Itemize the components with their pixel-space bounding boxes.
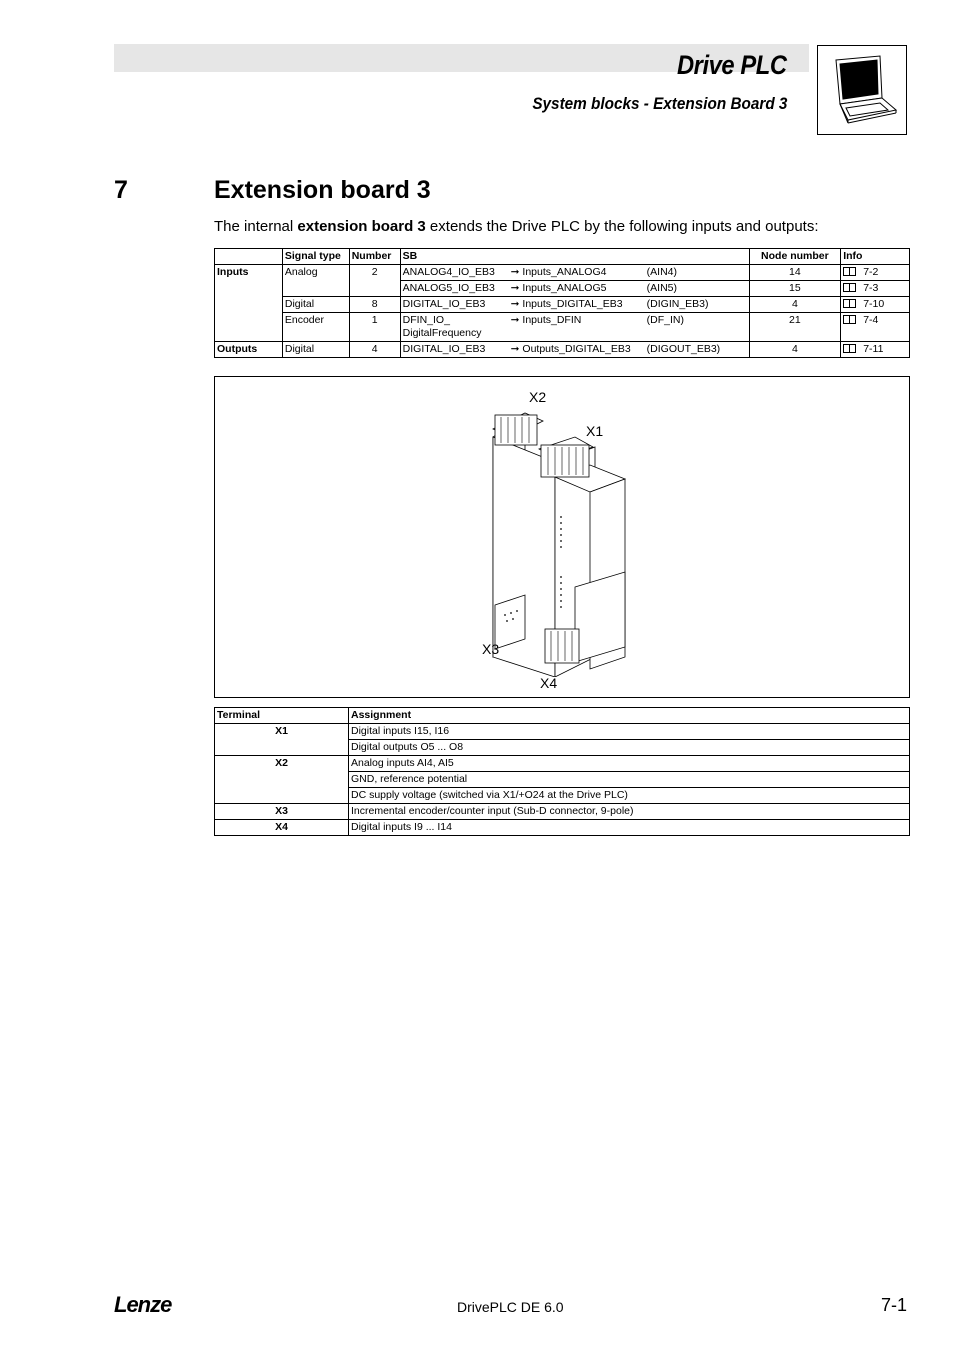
- sb-name: ANALOG4_IO_EB3: [402, 266, 495, 278]
- sb-cell: [400, 265, 749, 281]
- laptop-icon: [817, 45, 907, 135]
- sb-cell: [400, 281, 749, 297]
- table-header-row: [215, 249, 910, 265]
- sb-name: DFIN_IO_: [402, 314, 450, 326]
- number-cell: 4: [349, 342, 400, 358]
- intro-paragraph: [214, 218, 819, 235]
- table-row: [215, 820, 910, 836]
- node-cell: 4: [749, 342, 841, 358]
- table-row: [215, 342, 910, 358]
- assignment-cell: GND, reference potential: [349, 772, 910, 788]
- number-cell: 1: [349, 313, 400, 342]
- intro-text-after: extends the Drive PLC by the following inputs and outputs:: [425, 218, 819, 235]
- arrow-icon: ➞: [510, 343, 520, 355]
- info-page-ref[interactable]: 7-2: [863, 266, 879, 278]
- manual-reference-icon: [843, 315, 856, 324]
- sb-name: ANALOG5_IO_EB3: [402, 282, 495, 294]
- chapter-title: Extension board 3: [214, 176, 431, 204]
- extension-board-figure: [214, 376, 910, 698]
- node-cell: 14: [749, 265, 841, 281]
- assignment-cell: Analog inputs AI4, AI5: [349, 756, 910, 772]
- sb-name: DIGITAL_IO_EB3: [402, 343, 486, 355]
- number-cell: 2: [349, 265, 400, 297]
- sb-name-line2: DigitalFrequency: [402, 327, 482, 339]
- node-cell: 4: [749, 297, 841, 313]
- extension-board-drawing: [485, 407, 635, 677]
- product-title: Drive PLC: [677, 50, 787, 80]
- terminal-cell: X1: [215, 724, 349, 756]
- table-header: SB: [400, 249, 749, 265]
- table-row: [215, 265, 910, 281]
- assignment-cell: Digital inputs I15, I16: [349, 724, 910, 740]
- info-cell: [841, 313, 910, 342]
- terminal-cell: X3: [215, 804, 349, 820]
- info-cell: [841, 342, 910, 358]
- table-row: [215, 756, 910, 772]
- info-page-ref[interactable]: 7-4: [863, 314, 879, 326]
- connector-label-x4: X4: [540, 675, 558, 691]
- node-cell: 21: [749, 313, 841, 342]
- connector-label-x1: X1: [586, 423, 604, 439]
- info-cell: [841, 297, 910, 313]
- arrow-icon: ➞: [510, 266, 520, 278]
- signal-type-cell: Digital: [282, 297, 349, 313]
- table-row: [215, 313, 910, 342]
- table-header: Info: [841, 249, 910, 265]
- sb-target: Inputs_ANALOG5: [522, 282, 607, 294]
- table-header: Number: [349, 249, 400, 265]
- terminal-cell: X2: [215, 756, 349, 804]
- lenze-logo: Lenze: [114, 1292, 172, 1317]
- table-header: Terminal: [215, 708, 349, 724]
- page-number: 7-1: [880, 1295, 907, 1315]
- table-header: Assignment: [349, 708, 910, 724]
- group-cell: Outputs: [215, 342, 283, 358]
- sb-target: Inputs_DIGITAL_EB3: [522, 298, 623, 310]
- assignment-cell: Digital outputs O5 ... O8: [349, 740, 910, 756]
- arrow-icon: ➞: [510, 314, 520, 326]
- sb-target: Outputs_DIGITAL_EB3: [522, 343, 631, 355]
- table-row: [215, 297, 910, 313]
- assignment-cell: Digital inputs I9 ... I14: [349, 820, 910, 836]
- signal-table: [214, 248, 910, 358]
- table-header: Signal type: [282, 249, 349, 265]
- connector-label-x3: X3: [482, 641, 500, 657]
- manual-reference-icon: [843, 267, 856, 276]
- sb-target: Inputs_DFIN: [522, 314, 582, 326]
- arrow-icon: ➞: [510, 298, 520, 310]
- table-row: [215, 724, 910, 740]
- group-cell: Inputs: [215, 265, 283, 342]
- table-row: [215, 804, 910, 820]
- sb-code: (DIGIN_EB3): [646, 298, 709, 310]
- info-page-ref[interactable]: 7-11: [863, 343, 884, 355]
- sb-code: (AIN4): [646, 266, 678, 278]
- signal-type-cell: Analog: [282, 265, 349, 297]
- terminal-cell: X4: [215, 820, 349, 836]
- sb-name: DIGITAL_IO_EB3: [402, 298, 486, 310]
- chapter-number: 7: [114, 176, 128, 204]
- sb-target: Inputs_ANALOG4: [522, 266, 607, 278]
- sb-code: (AIN5): [646, 282, 678, 294]
- table-header-row: [215, 708, 910, 724]
- info-cell: [841, 265, 910, 281]
- sb-cell: [400, 342, 749, 358]
- node-cell: 15: [749, 281, 841, 297]
- sb-cell: [400, 313, 749, 342]
- intro-text-bold: extension board 3: [297, 218, 426, 235]
- manual-reference-icon: [843, 283, 856, 292]
- table-header: [215, 249, 283, 265]
- info-cell: [841, 281, 910, 297]
- terminal-table: [214, 707, 910, 836]
- sb-code: (DIGOUT_EB3): [646, 343, 721, 355]
- manual-reference-icon: [843, 344, 856, 353]
- info-page-ref[interactable]: 7-3: [863, 282, 879, 294]
- arrow-icon: ➞: [510, 282, 520, 294]
- connector-label-x2: X2: [529, 389, 547, 405]
- signal-type-cell: Encoder: [282, 313, 349, 342]
- section-subtitle: System blocks - Extension Board 3: [531, 94, 787, 113]
- assignment-cell: DC supply voltage (switched via X1/+O24 at the Drive PLC): [349, 788, 910, 804]
- document-id: DrivePLC DE 6.0: [457, 1299, 564, 1315]
- intro-text-before: The internal: [214, 218, 298, 235]
- assignment-cell: Incremental encoder/counter input (Sub-D connector, 9-pole): [349, 804, 910, 820]
- manual-reference-icon: [843, 299, 856, 308]
- number-cell: 8: [349, 297, 400, 313]
- signal-type-cell: Digital: [282, 342, 349, 358]
- sb-code: (DF_IN): [646, 314, 685, 326]
- info-page-ref[interactable]: 7-10: [863, 298, 885, 310]
- sb-cell: [400, 297, 749, 313]
- table-header: Node number: [749, 249, 841, 265]
